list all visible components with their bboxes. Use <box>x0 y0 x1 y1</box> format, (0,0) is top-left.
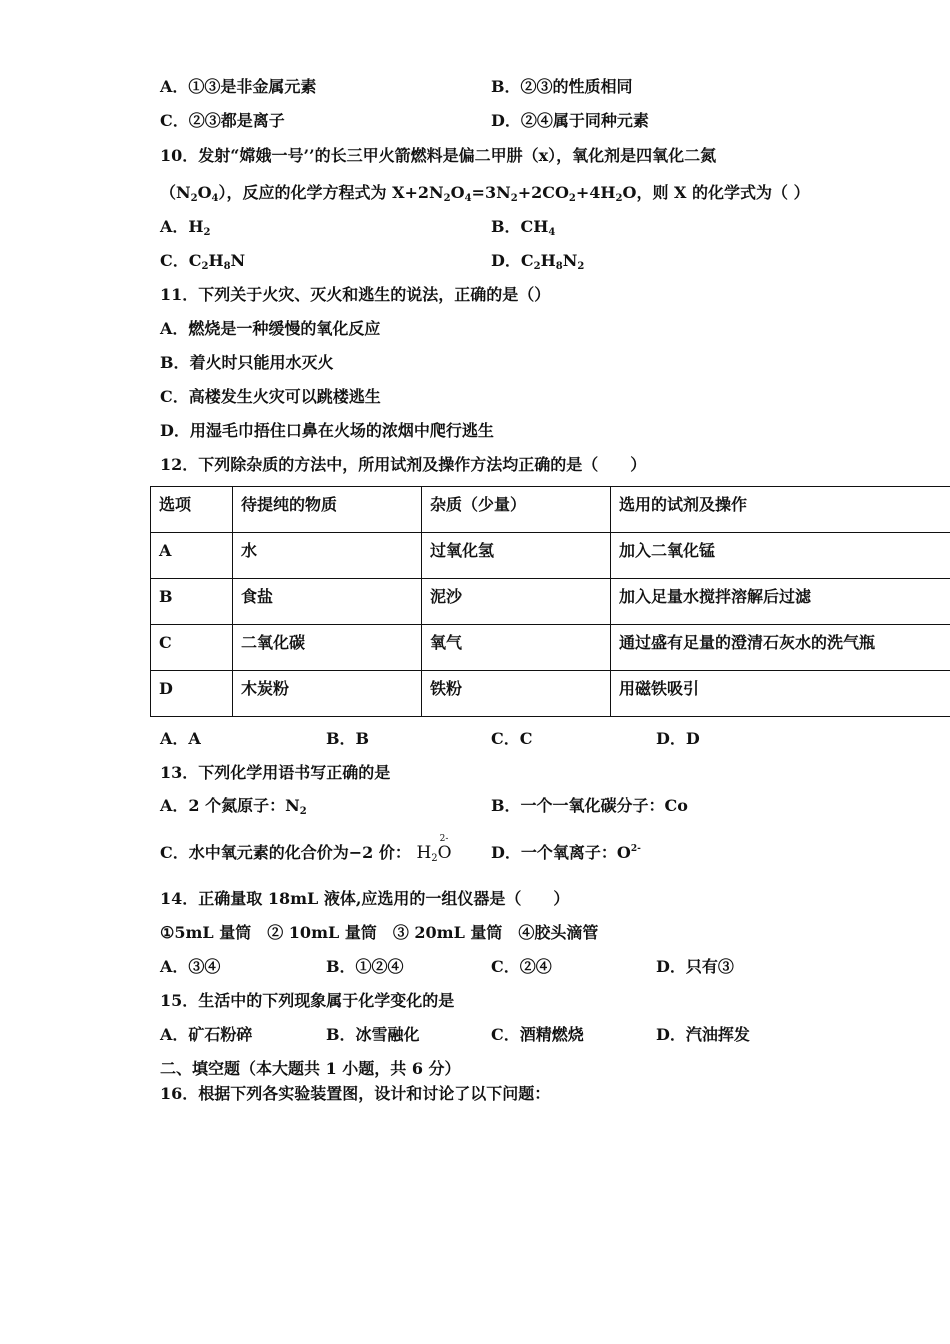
q14-option-c: C．②④ <box>491 957 552 976</box>
table-cell: 氧气 <box>422 625 611 671</box>
table-cell: 泥沙 <box>422 579 611 625</box>
table-cell: 用磁铁吸引 <box>611 671 950 717</box>
q13-stem: 13．下列化学用语书写正确的是 <box>160 763 391 782</box>
q11-option-c: C．高楼发生火灾可以跳楼逃生 <box>160 387 381 406</box>
q10-stem-line2: $(N_2O_4)$，反应的化学方程式为 $X+2N_2O_4=3N_2+2CO_2+4H_2O$，则 X 的化学式为（ ） <box>160 183 810 204</box>
table-cell: 二氧化碳 <box>233 625 422 671</box>
q15-stem: 15．生活中的下列现象属于化学变化的是 <box>160 991 455 1010</box>
q12-option-a: A．A <box>160 729 201 748</box>
table-cell: C <box>151 625 233 671</box>
q15-option-c: C．酒精燃烧 <box>491 1025 584 1044</box>
table-header-row <box>151 487 950 533</box>
q14-option-d: D．只有③ <box>656 957 734 976</box>
table-row <box>151 579 950 625</box>
q15-option-d: D．汽油挥发 <box>656 1025 750 1044</box>
q10-option-a: A．$H_2$ <box>160 217 211 238</box>
q11-stem: 11．下列关于火灾、灭火和逃生的说法，正确的是（） <box>160 285 551 304</box>
q10-option-b: B．$CH_4$ <box>491 217 556 238</box>
q14-option-a: A．③④ <box>160 957 221 976</box>
table-cell: A <box>151 533 233 579</box>
q13-option-b: B．一个一氧化碳分子：Co <box>491 796 688 815</box>
q13-option-d: D．一个氧离子：$O^{2-}$ <box>491 843 641 862</box>
q9-option-c: C．②③都是离子 <box>160 111 285 130</box>
q16-stem: 16．根据下列各实验装置图，设计和讨论了以下问题： <box>160 1084 551 1103</box>
q14-items: ①5mL 量筒 ② 10mL 量筒 ③ 20mL 量筒 ④胶头滴管 <box>160 923 599 942</box>
q9-option-b: B．②③的性质相同 <box>491 77 633 96</box>
q12-option-c: C．C <box>491 729 533 748</box>
q14-option-b: B．①②④ <box>326 957 404 976</box>
table-row <box>151 671 950 717</box>
table-cell: 铁粉 <box>422 671 611 717</box>
section-heading: 二、填空题（本大题共 1 小题，共 6 分） <box>160 1059 461 1078</box>
table-cell: D <box>151 671 233 717</box>
h2o-formula: $H_2O$ 2- <box>416 834 452 864</box>
table-row <box>151 533 950 579</box>
q10-option-c: C．$C_2H_8N$ <box>160 251 246 272</box>
table-header-cell: 待提纯的物质 <box>233 487 422 533</box>
q10-option-d: D．$C_2H_8N_2$ <box>491 251 585 272</box>
q13-option-a: A．2 个氮原子：$N_2$ <box>160 796 307 817</box>
q12-option-d: D．D <box>656 729 700 748</box>
table-cell: 食盐 <box>233 579 422 625</box>
q10-stem-line1: 10．发射“嫦娥一号’’的长三甲火箭燃料是偏二甲肼（x），氧化剂是四氧化二氮 <box>160 146 717 165</box>
q15-option-a: A．矿石粉碎 <box>160 1025 253 1044</box>
q13-option-c: C．水中氧元素的化合价为−2 价： $H_2O$ 2- <box>160 834 452 864</box>
q11-option-b: B．着火时只能用水灭火 <box>160 353 334 372</box>
table-cell: 通过盛有足量的澄清石灰水的洗气瓶 <box>611 625 950 671</box>
q14-stem: 14．正确量取 18mL 液体,应选用的一组仪器是（ ） <box>160 889 570 908</box>
q12-option-b: B．B <box>326 729 370 748</box>
table-cell: 加入足量水搅拌溶解后过滤 <box>611 579 950 625</box>
table-header-cell: 选用的试剂及操作 <box>611 487 950 533</box>
table-header-cell: 选项 <box>151 487 233 533</box>
table-cell: 水 <box>233 533 422 579</box>
q12-stem: 12．下列除杂质的方法中，所用试剂及操作方法均正确的是（ ） <box>160 455 647 474</box>
q12-table <box>150 486 950 717</box>
table-cell: 木炭粉 <box>233 671 422 717</box>
table-cell: B <box>151 579 233 625</box>
q9-option-d: D．②④属于同种元素 <box>491 111 649 130</box>
table-row <box>151 625 950 671</box>
q9-option-a: A．①③是非金属元素 <box>160 77 317 96</box>
q11-option-a: A．燃烧是一种缓慢的氧化反应 <box>160 319 381 338</box>
table-cell: 加入二氧化锰 <box>611 533 950 579</box>
q11-option-d: D．用湿毛巾捂住口鼻在火场的浓烟中爬行逃生 <box>160 421 494 440</box>
table-header-cell: 杂质（少量） <box>422 487 611 533</box>
q15-option-b: B．冰雪融化 <box>326 1025 420 1044</box>
table-cell: 过氧化氢 <box>422 533 611 579</box>
